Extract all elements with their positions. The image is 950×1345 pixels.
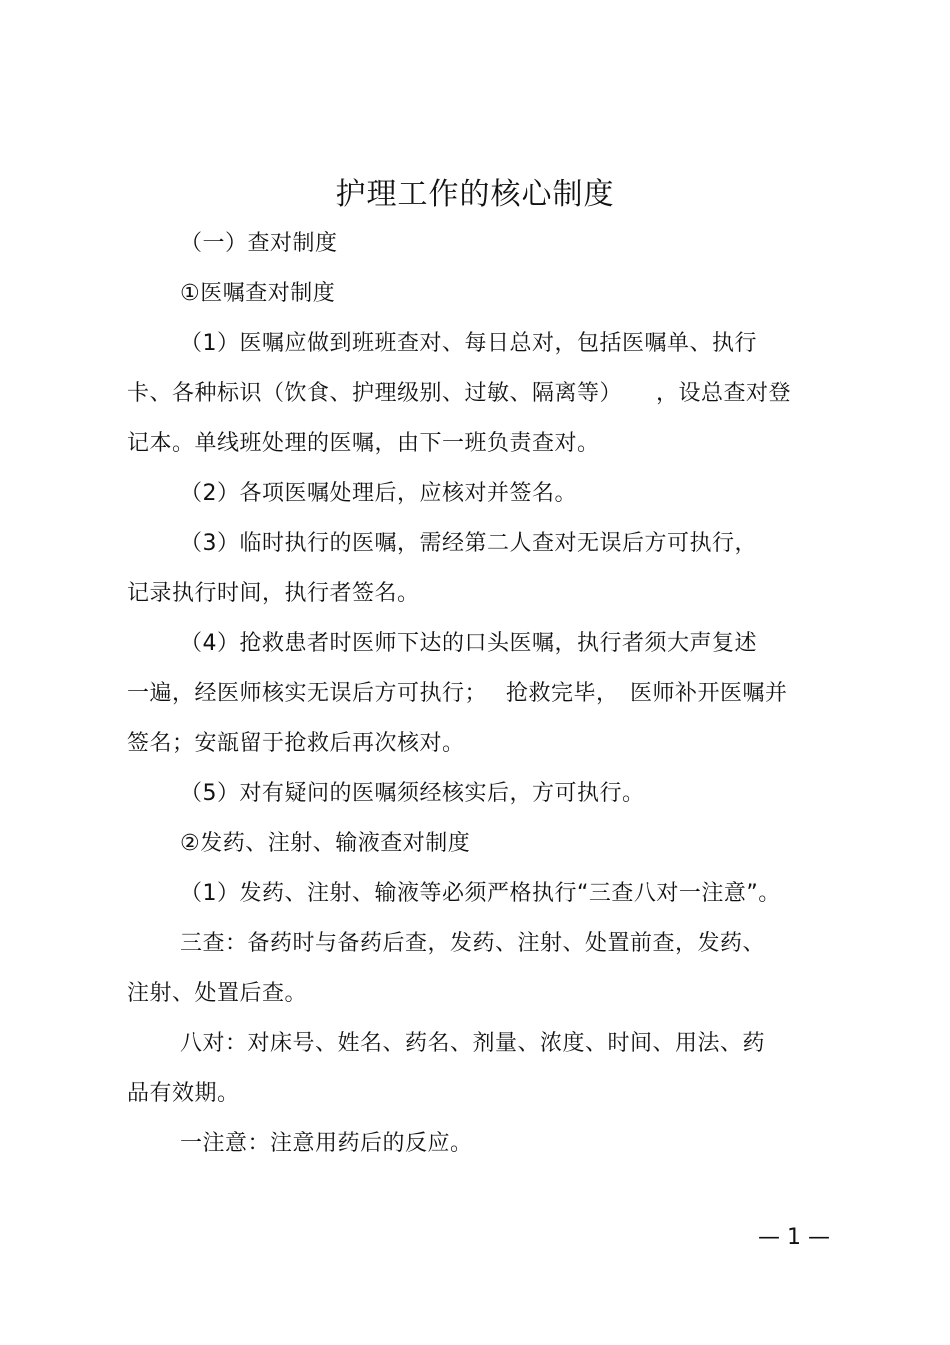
paragraph-line: 八对：对床号、姓名、药名、剂量、浓度、时间、用法、药 — [180, 1031, 766, 1056]
paragraph-line: 记本。单线班处理的医嘱，由下一班负责查对。 — [127, 431, 600, 456]
paragraph-line: 一注意：注意用药后的反应。 — [180, 1131, 473, 1156]
paragraph-line: 品有效期。 — [127, 1081, 240, 1106]
paragraph-line: （4）抢救患者时医师下达的口头医嘱，执行者须大声复述 — [180, 631, 757, 656]
paragraph-line: 注射、处置后查。 — [127, 981, 308, 1006]
document-title: 护理工作的核心制度 — [335, 177, 615, 212]
paragraph-line: 记录执行时间，执行者签名。 — [127, 581, 420, 606]
section-heading: （一）查对制度 — [180, 231, 338, 256]
page-number: — 1 — — [758, 1225, 830, 1250]
subsection-heading-dispensing: ②发药、注射、输液查对制度 — [180, 831, 471, 856]
paragraph-line: 卡、各种标识（饮食、护理级别、过敏、隔离等） ，设总查对登 — [127, 381, 792, 406]
paragraph-line: 三查：备药时与备药后查，发药、注射、处置前查，发药、 — [180, 931, 766, 956]
paragraph-line: （1）发药、注射、输液等必须严格执行“三查八对一注意”。 — [180, 881, 781, 906]
paragraph-line: 一遍，经医师核实无误后方可执行； 抢救完毕， 医师补开医嘱并 — [127, 681, 788, 706]
paragraph-line: （3）临时执行的医嘱，需经第二人查对无误后方可执行， — [180, 531, 757, 556]
paragraph-line: （5）对有疑问的医嘱须经核实后，方可执行。 — [180, 781, 645, 806]
subsection-heading-medical-orders: ①医嘱查对制度 — [180, 281, 336, 306]
paragraph-line: （2）各项医嘱处理后，应核对并签名。 — [180, 481, 577, 506]
paragraph-line: 签名；安瓿留于抢救后再次核对。 — [127, 731, 465, 756]
paragraph-line: （1）医嘱应做到班班查对、每日总对，包括医嘱单、执行 — [180, 331, 757, 356]
